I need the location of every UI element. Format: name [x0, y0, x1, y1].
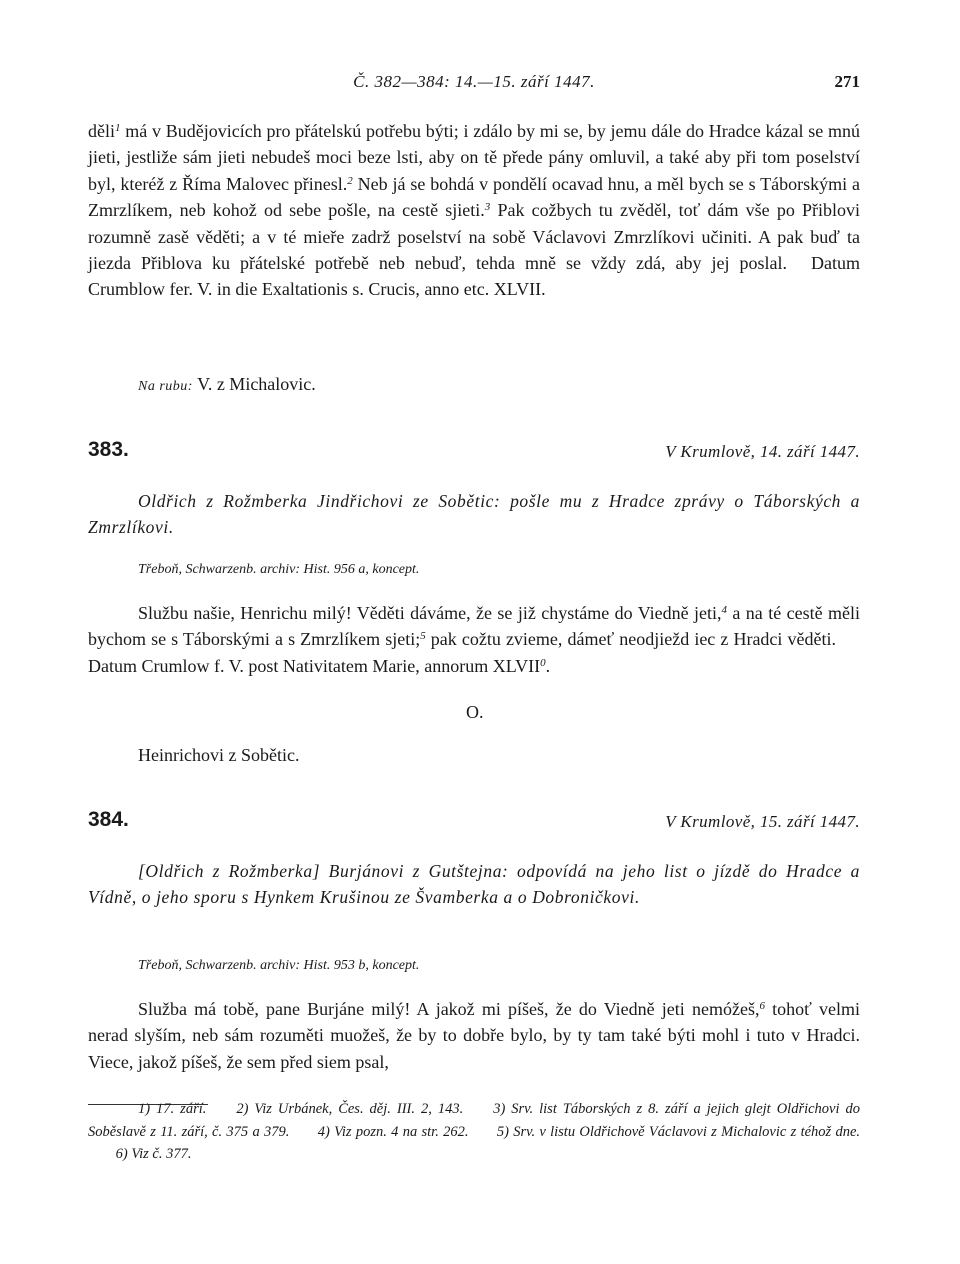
doc383-place-date: V Krumlově, 14. září 1447.	[665, 442, 860, 461]
footnote-2: 2) Viz Urbánek, Čes. děj. III. 2, 143.	[236, 1101, 464, 1117]
text-segment: má v Budějovicích pro přátelskú potřebu býti; i zdálo by mi se, by jemu dále do Hradce kázal se mnú jieti, jestliže sám jieti nebudeš moci beze lsti, aby on tě přede pány omluvil, a také aby při tom poselství byl, kteréž z Říma Malovec přinesl.	[88, 121, 860, 194]
doc384-source: Třeboň, Schwarzenb. archiv: Hist. 953 b, koncept.	[138, 958, 420, 973]
regest-text: Oldřich z Rožmberka Jindřichovi ze Sobětic: pošle mu z Hradce zprávy o Táborských a Zmrzlíkovi.	[88, 491, 860, 537]
footnote-3: 3) Srv. list Táborských z 8. září a jejich glejt Oldřichovi do Soběslavě z 11. září, č. 375 a 379.	[88, 1101, 860, 1140]
dating-clause	[88, 656, 550, 676]
footnote-ref: 4	[721, 604, 727, 616]
page-number: 271	[834, 72, 860, 91]
doc383-regest	[88, 488, 860, 540]
doc383-number: 383.	[88, 438, 129, 461]
running-head-title: Č. 382—384: 14.—15. září 1447.	[353, 72, 595, 91]
doc383-body	[88, 600, 860, 679]
regest-text: [Oldřich z Rožmberka] Burjánovi z Gutštejna: odpovídá na jeho list o jízdě do Hradce a Vídně, o jeho sporu s Hynkem Krušinou ze Švamberka a o Dobroničkovi.	[88, 861, 860, 907]
footnote-ref: 3	[484, 201, 491, 214]
text-segment: pak cožtu zvieme, dámeť neodjiežd iec z Hradci věděti.	[425, 629, 836, 650]
doc384-header	[88, 808, 860, 838]
doc384-number: 384.	[88, 808, 129, 831]
text-segment: Neb já se bohdá v pondělí ocavad hnu, a měl bych se s Táborskými a Zmrzlíkem, neb kohož od sebe pošle, na cestě sjieti.	[88, 173, 860, 221]
text-segment: děli	[88, 121, 115, 141]
text-segment: a na té cestě měli bychom se s Táborskými a s Zmrzlíkem sjeti;	[88, 603, 860, 650]
doc384-regest	[88, 858, 860, 910]
footnote-ref: 1	[115, 122, 121, 134]
text-segment: Službu našie, Henrichu milý! Věděti dáváme, že se již chystáme do Viedně jeti,	[138, 603, 722, 623]
doc383-signature: O.	[466, 702, 484, 722]
doc384-place-date: V Krumlově, 15. září 1447.	[665, 812, 860, 831]
footnotes	[88, 1098, 860, 1166]
superscript: 0	[540, 656, 546, 669]
footnote-ref: 2	[347, 174, 353, 187]
doc383-source: Třeboň, Schwarzenb. archiv: Hist. 956 a, koncept.	[138, 562, 420, 577]
footnote-4: 4) Viz pozn. 4 na str. 262.	[317, 1123, 469, 1140]
footnote-ref: 6	[759, 1000, 765, 1012]
text-segment: tohoť velmi nerad slyším, neb sám rozuměti muožeš, že by to dobře bylo, by ty tam také býti mohl i tuto v Hradci. Viece, jakož píšeš, že sem před siem psal,	[88, 999, 860, 1072]
dating-clause: Datum Crumblow fer. V. in die Exaltationis s. Crucis, anno etc. XLVII.	[88, 253, 860, 300]
dating-end: .	[545, 655, 551, 676]
footnote-1: 1) 17. září.	[138, 1101, 207, 1117]
running-head	[88, 72, 860, 98]
verso-text: V. z Michalovic.	[197, 374, 316, 394]
footnote-ref: 5	[420, 630, 426, 643]
doc384-body	[88, 996, 860, 1075]
verso-label: Na rubu:	[138, 379, 193, 394]
footnote-6: 6) Viz č. 377.	[115, 1146, 192, 1162]
verso-note	[138, 374, 316, 395]
dating-text: Datum Crumlow f. V. post Nativitatem Marie, annorum XLVII	[88, 655, 541, 676]
doc382-continuation-text	[88, 118, 860, 303]
text-segment: Služba má tobě, pane Burjáne milý! A jakož mi píšeš, že do Viedně jeti nemóžeš,	[138, 999, 760, 1019]
doc383-address: Heinrichovi z Sobětic.	[138, 745, 300, 765]
doc383-header	[88, 438, 860, 468]
footnote-5: 5) Srv. v listu Oldřichově Václavovi z Michalovic z téhož dne.	[496, 1123, 861, 1140]
document-page	[88, 0, 860, 1264]
text-segment: Pak cožbych tu zvěděl, toť dám vše po Přiblovi rozumně zasě věděti; a v té mieře zadrž poselství na sobě Václavovi Zmrzlíkovi učiniti. A pak buď ta jiezda Přiblova ku přátelské potřebě neb nebuď, tehda mně se vždy zdá, aby jej poslal.	[88, 200, 860, 274]
